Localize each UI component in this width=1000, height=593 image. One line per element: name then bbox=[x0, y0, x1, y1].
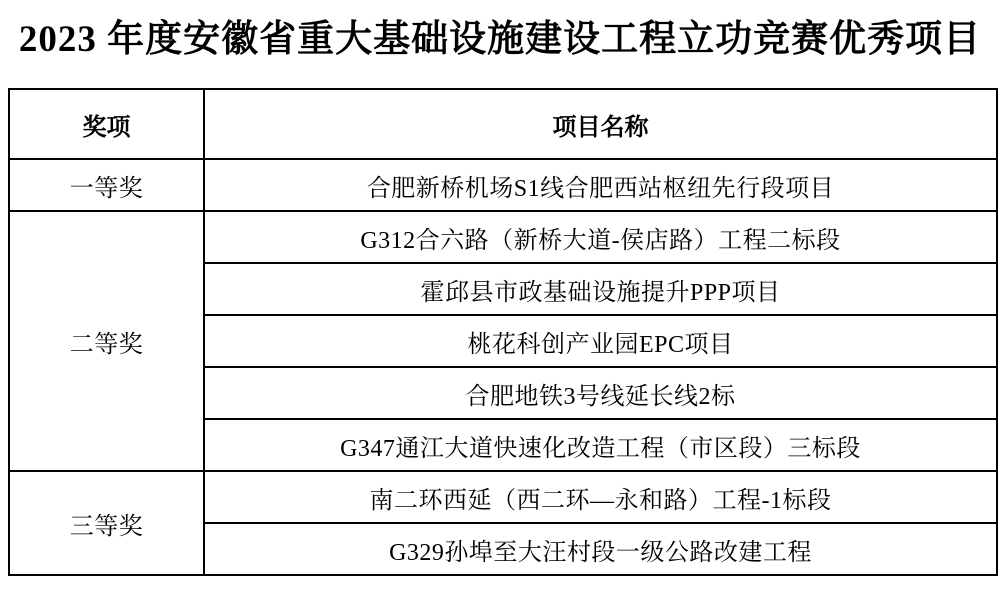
project-cell: 南二环西延（西二环—永和路）工程-1标段 bbox=[204, 471, 997, 523]
project-cell: G347通江大道快速化改造工程（市区段）三标段 bbox=[204, 419, 997, 471]
header-project-name: 项目名称 bbox=[204, 89, 997, 159]
project-cell: G312合六路（新桥大道-侯店路）工程二标段 bbox=[204, 211, 997, 263]
project-cell: 霍邱县市政基础设施提升PPP项目 bbox=[204, 263, 997, 315]
project-cell: 合肥新桥机场S1线合肥西站枢纽先行段项目 bbox=[204, 159, 997, 211]
table-row bbox=[9, 471, 997, 523]
project-cell: 桃花科创产业园EPC项目 bbox=[204, 315, 997, 367]
project-cell: 合肥地铁3号线延长线2标 bbox=[204, 367, 997, 419]
project-cell: G329孙埠至大汪村段一级公路改建工程 bbox=[204, 523, 997, 575]
header-row bbox=[9, 89, 997, 159]
awards-table bbox=[8, 88, 998, 576]
header-award: 奖项 bbox=[9, 89, 204, 159]
award-cell: 三等奖 bbox=[9, 471, 204, 575]
award-cell: 二等奖 bbox=[9, 211, 204, 471]
award-cell: 一等奖 bbox=[9, 159, 204, 211]
table-row bbox=[9, 159, 997, 211]
page-title: 2023 年度安徽省重大基础设施建设工程立功竞赛优秀项目 bbox=[18, 19, 982, 60]
table-row bbox=[9, 211, 997, 263]
